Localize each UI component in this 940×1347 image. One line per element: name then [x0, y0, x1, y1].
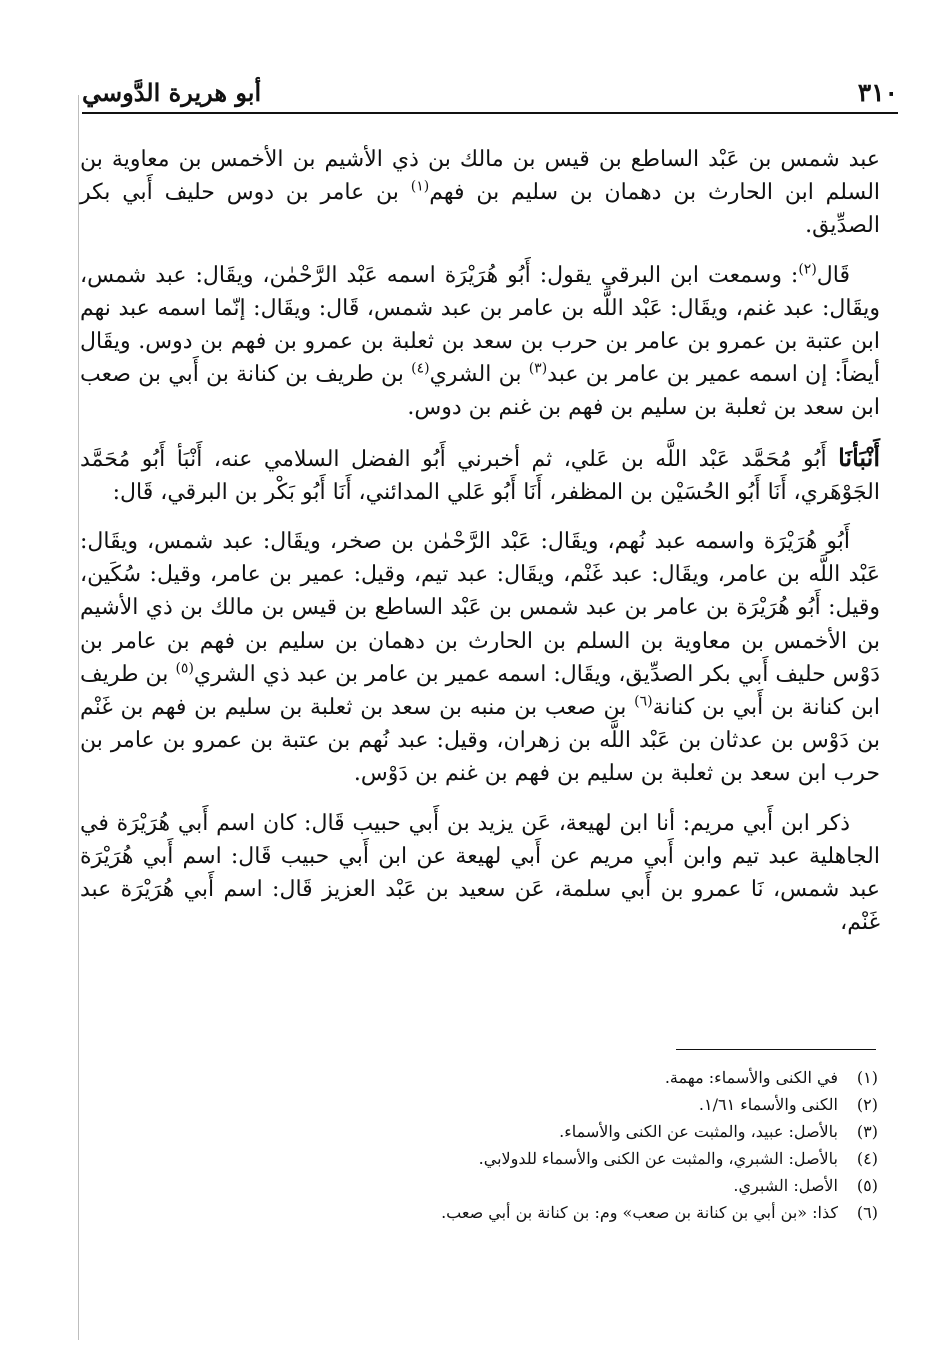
footnote-number: (٦): [856, 1203, 878, 1222]
paragraph: [80, 441, 880, 509]
footnote-number: (٣): [856, 1122, 878, 1141]
footnote-ref: (٥): [175, 660, 194, 677]
paragraph: [80, 807, 880, 940]
footnote-ref: (٤): [411, 360, 430, 377]
paragraph: [80, 259, 880, 425]
text-run: بن صعب بن منبه بن سعد بن ثعلبة بن سليم بن فهم بن غَنْم بن دَوْس بن عدثان بن عَبْد اللَّه بن زهران، وقيل: عبد نُهم بن عتبة بن عمرو بن عامر بن حرب ابن سعد بن ثعلبة بن سليم بن فهم بن غنم بن دَوْس.: [80, 695, 880, 787]
footnote-number: (٥): [856, 1176, 878, 1195]
text-run: بن الشري: [429, 362, 529, 388]
footnote-text: الأصل: الشبري.: [733, 1176, 838, 1195]
text-run: بن طريف ابن كنانة بن أَبي بن كنانة: [80, 661, 880, 721]
page-header: [82, 78, 898, 112]
footnote-text: بالأصل: الشبري، والمثبت عن الكنى والأسماء للدولابي.: [478, 1149, 838, 1168]
footnote-text: الكنى والأسماء ١/٦١.: [698, 1095, 838, 1114]
lead-word: أَنْبَأنَا: [838, 442, 880, 472]
text-run: قَال: [816, 262, 850, 288]
footnote-number: (١): [856, 1068, 878, 1087]
page-number: ٣١٠: [857, 78, 898, 107]
footnote: [180, 1091, 878, 1118]
text-run: : وسمعت ابن البرقي يقول: أَبُو هُرَيْرَة اسمه عَبْد الرَّحْمٰن، ويقَال: عبد شمس، ويقَال: عبد غنم، ويقَال: عَبْد اللَّه بن عامر بن عبد شمس، قَال: ويقَال: إنّما اسمه عبد نهم ابن عتبة بن عمرو بن عامر بن حرب بن سعد بن ثعلبة بن عمرو بن فهم بن دوس. ويقَال أيضاً: إن اسمه عمير بن عامر بن عبد: [80, 262, 880, 388]
main-text: [80, 143, 880, 955]
footnote-ref: (١): [410, 178, 430, 195]
footnote-ref: (٦): [634, 693, 653, 710]
paragraph: [80, 525, 880, 791]
text-run: أَبُو مُحَمَّد عَبْد اللَّه بن عَلي، ثم أخبرني أَبُو الفضل السلامي عنه، أَنْبَأ أَبُو مُحَمَّد الجَوْهَري، أَنَا أَبُو الحُسَيْن بن المظفر، أَنَا أَبُو عَلي المدائني، أَنَا أَبُو بَكْر بن البرقي، قَال:: [80, 446, 880, 505]
footnote-ref: (٣): [528, 360, 548, 377]
footnotes: [180, 1064, 878, 1226]
footnote: [180, 1172, 878, 1199]
page-gutter-line: [78, 95, 79, 1340]
text-run: بن عامر بن دوس حليف أَبي بكر الصدِّيق.: [80, 180, 880, 239]
footnote: [180, 1145, 878, 1172]
text-run: عبد شمس بن عَبْد الساطع بن قيس بن مالك بن ذي الأشيم بن الأخمس بن معاوية بن السلم ابن الحارث بن دهمان بن سليم بن فهم: [80, 147, 881, 206]
header-rule: [82, 112, 898, 114]
text-run: بن طريف بن كنانة بن أَبي بن صعب ابن سعد بن ثعلبة بن سليم بن فهم بن غنم بن دوس.: [80, 362, 880, 421]
footnote-number: (٢): [856, 1095, 878, 1114]
footnote: [180, 1118, 878, 1145]
footnote-text: كذا: «بن أبي بن كنانة بن صعب» وم: بن كنانة بن أبي صعب.: [441, 1203, 838, 1222]
footnote-text: في الكنى والأسماء: مهمة.: [664, 1068, 838, 1087]
paragraph: [80, 143, 880, 243]
running-title: أبو هريرة الدَّوسي: [82, 78, 262, 107]
footnote-text: بالأصل: عبيد، والمثبت عن الكنى والأسماء.: [559, 1122, 838, 1141]
footnote-rule: [676, 1049, 876, 1050]
footnote-ref: (٢): [798, 261, 817, 278]
footnote: [180, 1199, 878, 1226]
footnote-number: (٤): [856, 1149, 878, 1168]
footnote: [180, 1064, 878, 1091]
text-run: أَبُو هُرَيْرَة واسمه عبد نُهم، ويقَال: عَبْد الرَّحْمٰن بن صخر، ويقَال: عبد شمس، ويقَال: عَبْد اللَّه بن عامر، ويقَال: عبد غَنْم، ويقَال: عبد تيم، وقيل: عمير بن عامر، وقيل: سُكَين، وقيل: أَبُو هُرَيْرَة بن عامر بن عبد شمس بن عَبْد الساطع بن قيس بن مالك بن ذي الأشيم بن الأخمس بن معاوية بن السلم بن الحارث بن دهمان بن سليم بن فهم بن عامر بن دَوْس حليف أَبي بكر الصدِّيق، ويقَال: اسمه عمير بن عامر بن عبد ذي الشري: [80, 529, 880, 687]
text-run: ذكر ابن أَبي مريم: أنا ابن لهيعة، عَن يزيد بن أَبي حبيب قَال: كان اسم أَبي هُرَيْرَة في الجاهلية عبد تيم وابن أَبي مريم عن أَبي لهيعة عن ابن أَبي حبيب قَال: اسم أَبي هُرَيْرَة عبد شمس، نَا عمرو بن أَبي سلمة، عَن سعيد بن عَبْد العزيز قَال: اسم أَبي هُرَيْرَة عبد غَنْم،: [80, 810, 880, 936]
